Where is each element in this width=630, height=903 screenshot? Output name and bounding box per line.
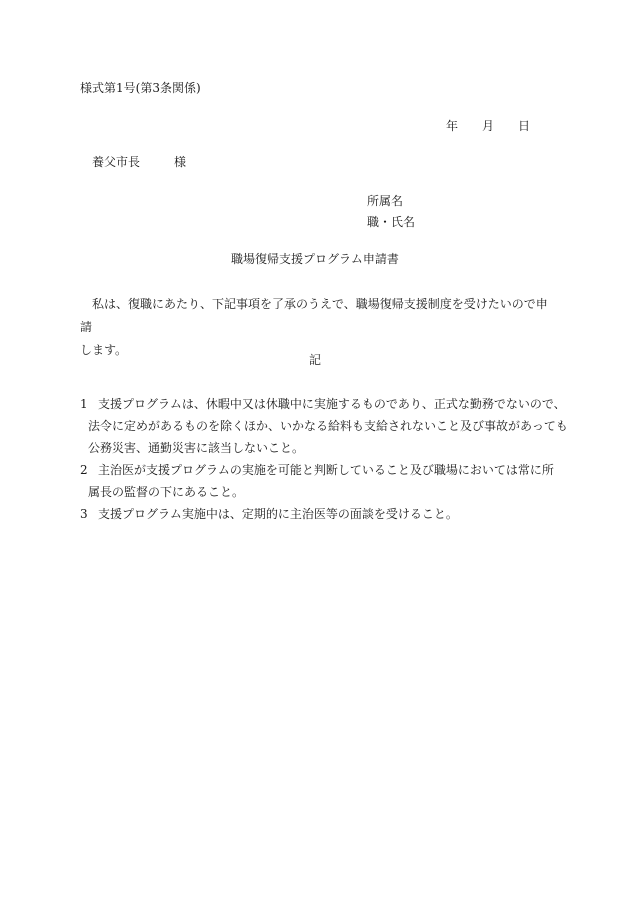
applicant-name-label: 職・氏名 xyxy=(367,215,416,229)
addressee-name: 養父市長 xyxy=(92,155,141,169)
body-line-2: します。 xyxy=(80,343,128,357)
date-line xyxy=(446,120,530,132)
item-line: 法令に定めがあるものを除くほか、いかなる給料も支給されないこと及び事故があっても xyxy=(88,419,568,433)
addressee xyxy=(92,156,186,168)
item-line: 支援プログラムは、休暇中又は休職中に実施するものであり、正式な勤務でないので、 xyxy=(98,397,566,411)
item-line: 属長の監督の下にあること。 xyxy=(88,485,245,499)
list-item xyxy=(80,503,555,525)
applicant-affiliation-label: 所属名 xyxy=(367,194,404,208)
item-list xyxy=(80,393,568,525)
document-title: 職場復帰支援プログラム申請書 xyxy=(231,252,399,266)
body-line-1: 私は、復職にあたり、下記事項を了承のうえで、職場復帰支援制度を受けたいので申請 xyxy=(80,297,548,334)
item-line: 主治医が支援プログラムの実施を可能と判断していること及び職場においては常に所 xyxy=(98,463,554,477)
date-year-label: 年 xyxy=(446,119,459,133)
item-number: 2 xyxy=(80,463,88,477)
date-day-label: 日 xyxy=(518,119,531,133)
form-number: 様式第1号(第3条関係) xyxy=(80,81,201,95)
item-line: 公務災害、通勤災害に該当しないこと。 xyxy=(88,441,305,455)
body-paragraph xyxy=(80,293,551,362)
date-month-label: 月 xyxy=(482,119,495,133)
list-item xyxy=(80,459,555,503)
item-number: 1 xyxy=(80,397,88,411)
ki-heading: 記 xyxy=(308,353,321,367)
item-number: 3 xyxy=(80,507,88,521)
item-line: 支援プログラム実施中は、定期的に主治医等の面談を受けること。 xyxy=(98,507,458,521)
addressee-suffix: 様 xyxy=(174,155,187,169)
list-item xyxy=(80,393,568,459)
